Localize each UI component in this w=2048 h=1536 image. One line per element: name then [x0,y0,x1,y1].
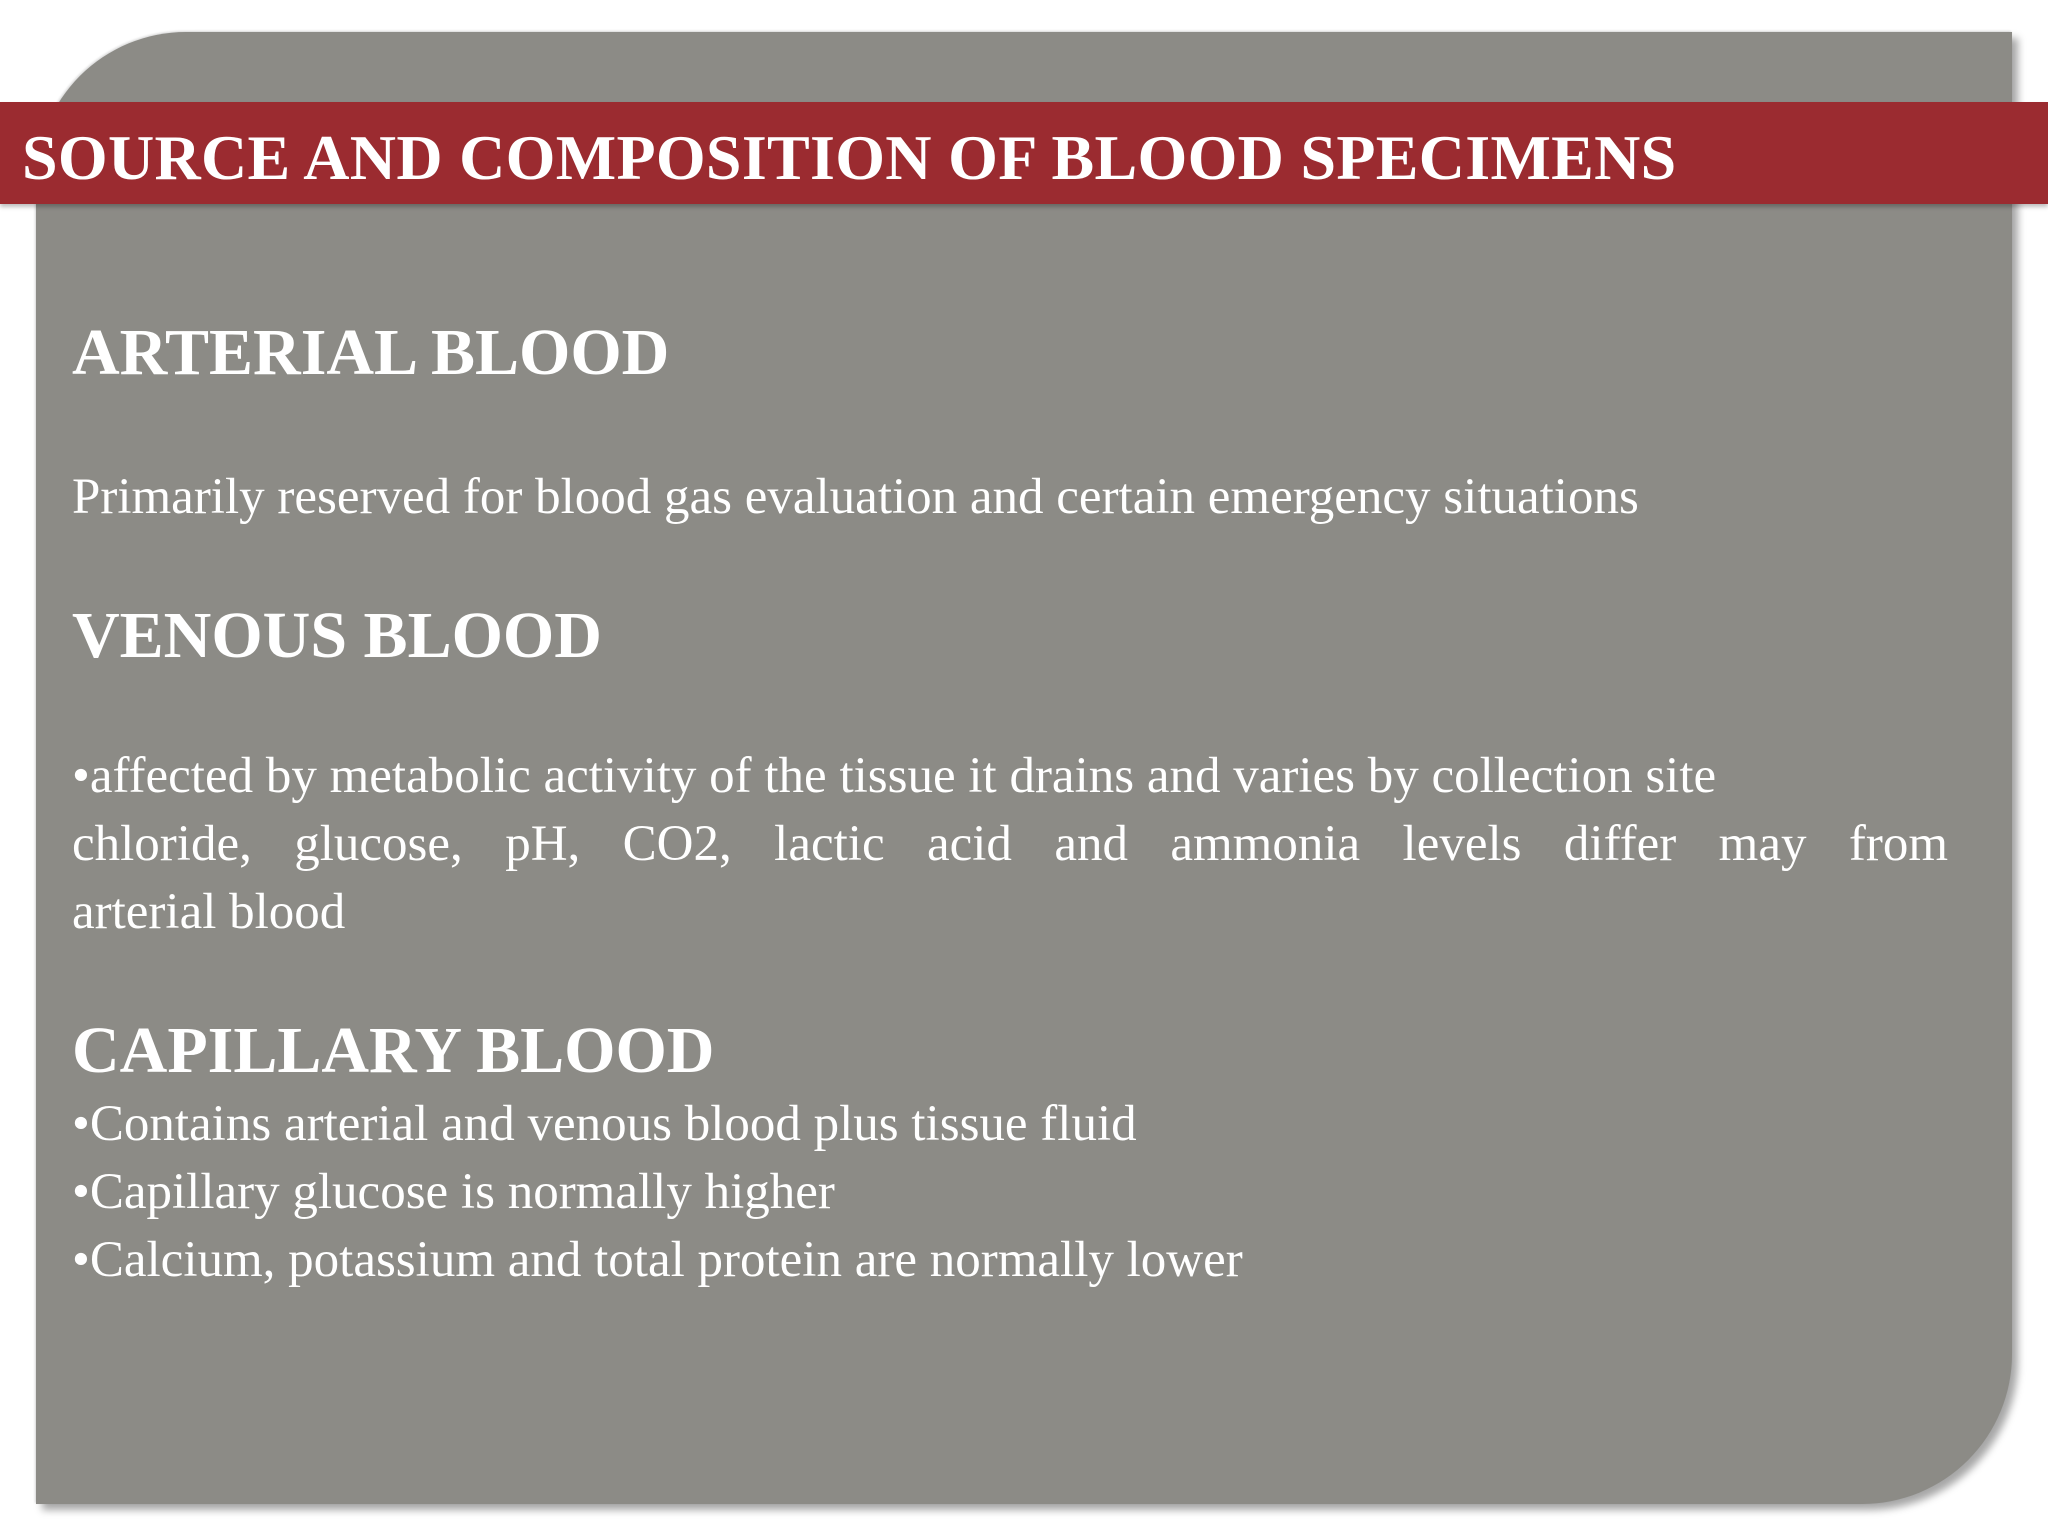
section-heading-venous: VENOUS BLOOD [72,599,602,672]
section-heading-capillary: CAPILLARY BLOOD [72,1014,715,1087]
capillary-bullet: •Capillary glucose is normally higher [72,1164,835,1220]
capillary-bullet: •Calcium, potassium and total protein are normally lower [72,1232,1243,1288]
venous-line-3: arterial blood [72,884,346,940]
section-heading-arterial: ARTERIAL BLOOD [72,316,670,389]
section-text-venous [72,742,1948,946]
venous-line-2 [72,810,1948,878]
venous-line-2-text: chloride, glucose, pH, CO2, lactic acid and ammonia levels differ may from [72,816,1948,872]
title-band [0,102,2048,204]
capillary-bullet: •Contains arterial and venous blood plus tissue fluid [72,1096,1137,1152]
slide-title: SOURCE AND COMPOSITION OF BLOOD SPECIMENS [22,122,1677,193]
venous-line-1: •affected by metabolic activity of the tissue it drains and varies by collection site [72,748,1717,804]
section-bullets-capillary [72,1090,1948,1294]
section-text-arterial: Primarily reserved for blood gas evaluation and certain emergency situations [72,469,1639,525]
